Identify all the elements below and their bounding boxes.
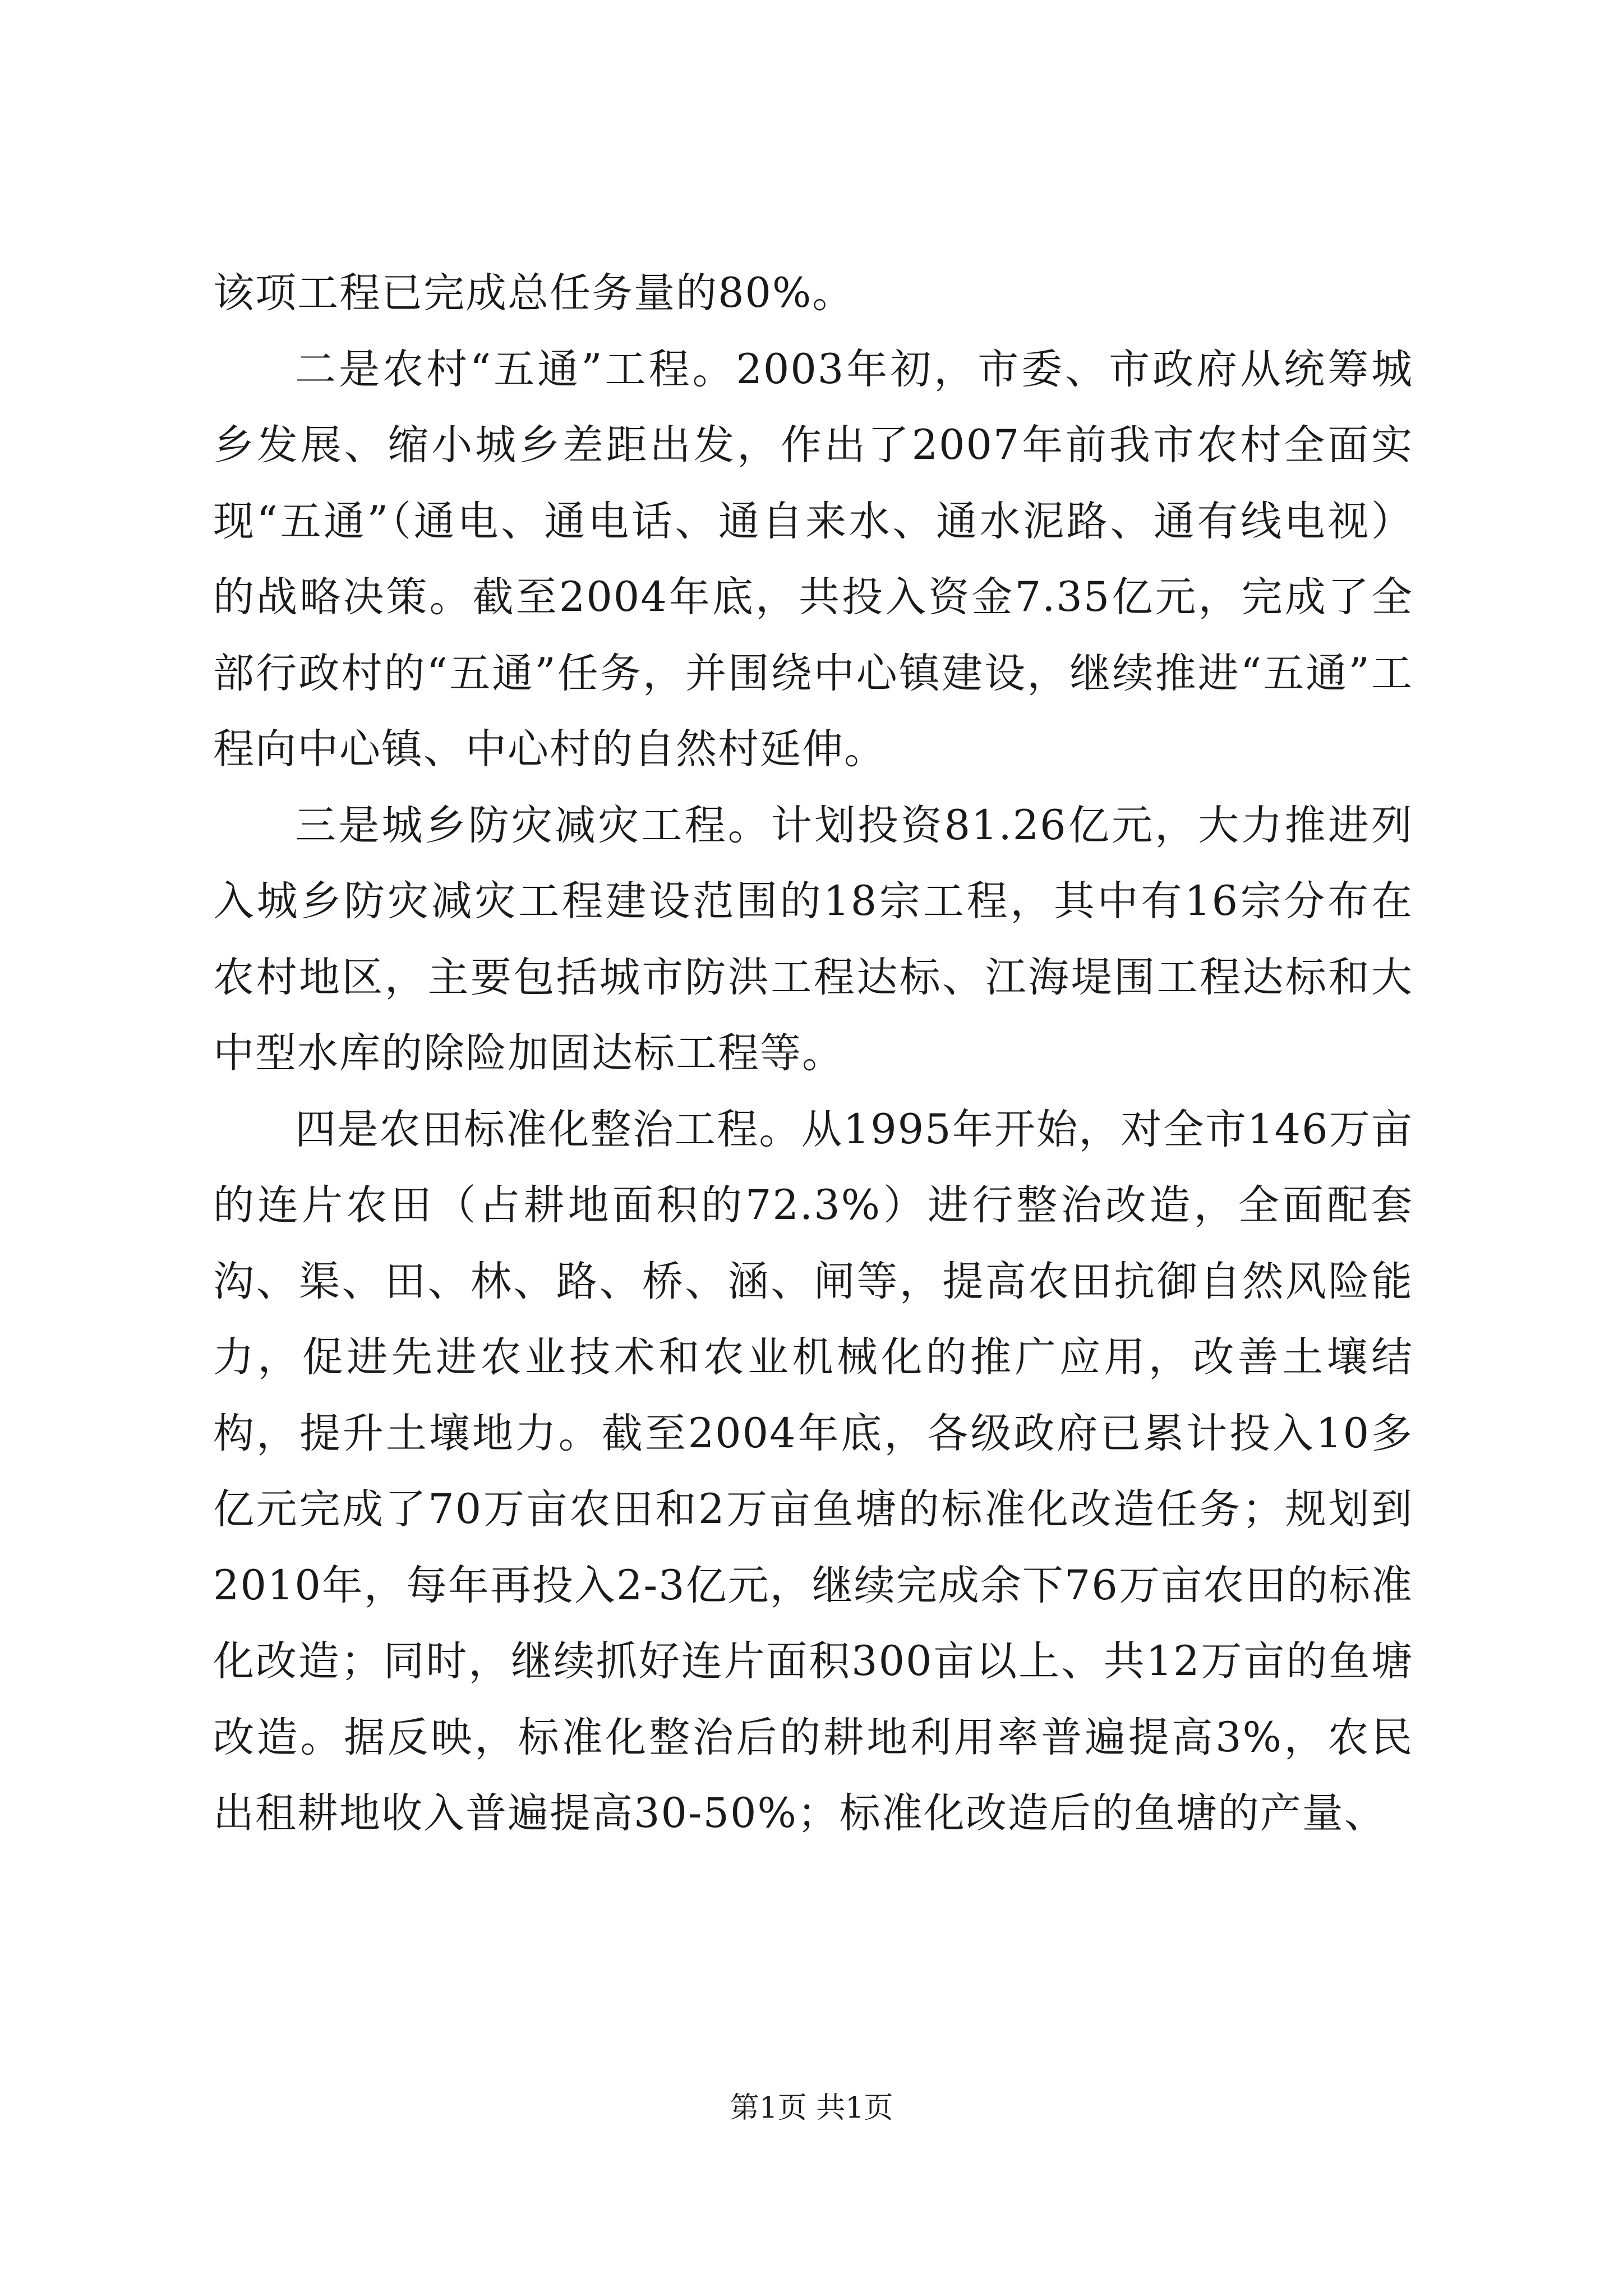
paragraph-2: 二是农村“五通”工程。2003年初，市委、市政府从统筹城乡发展、缩小城乡差距出发，作出了2007年前我市农村全面实现“五通”（通电、通电话、通自来水、通水泥路、通有线电视）的战略决策。截至2004年底，共投入资金7.35亿元，完成了全部行政村的“五通”任务，并围绕中心镇建设，继续推进“五通”工程向中心镇、中心村的自然村延伸。 (213, 345, 1413, 773)
page-footer: 第1页 共1页 (730, 2091, 893, 2125)
paragraph-4: 四是农田标准化整治工程。从1995年开始，对全市146万亩的连片农田（占耕地面积的72.3%）进行整治改造，全面配套沟、渠、田、林、路、桥、涵、闸等，提高农田抗御自然风险能力，促进先进农业技术和农业机械化的推广应用，改善土壤结构，提升土壤地力。截至2004年底，各级政府已累计投入10多亿元完成了70万亩农田和2万亩鱼塘的标准化改造任务；规划到2010年，每年再投入2-3亿元，继续完成余下76万亩农田的标准化改造；同时，继续抓好连片面积300亩以上、共12万亩的鱼塘改造。据反映，标准化整治后的耕地利用率普遍提高3%，农民出租耕地收入普遍提高30-50%；标准化改造后的鱼塘的产量、 (213, 1105, 1413, 1837)
paragraph-3: 三是城乡防灾减灾工程。计划投资81.26亿元，大力推进列入城乡防灾减灾工程建设范围的18宗工程，其中有16宗分布在农村地区，主要包括城市防洪工程达标、江海堤围工程达标和大中型水库的除险加固达标工程等。 (213, 801, 1413, 1077)
paragraph-1: 该项工程已完成总任务量的80%。 (213, 269, 855, 317)
document-body (213, 255, 1413, 1852)
